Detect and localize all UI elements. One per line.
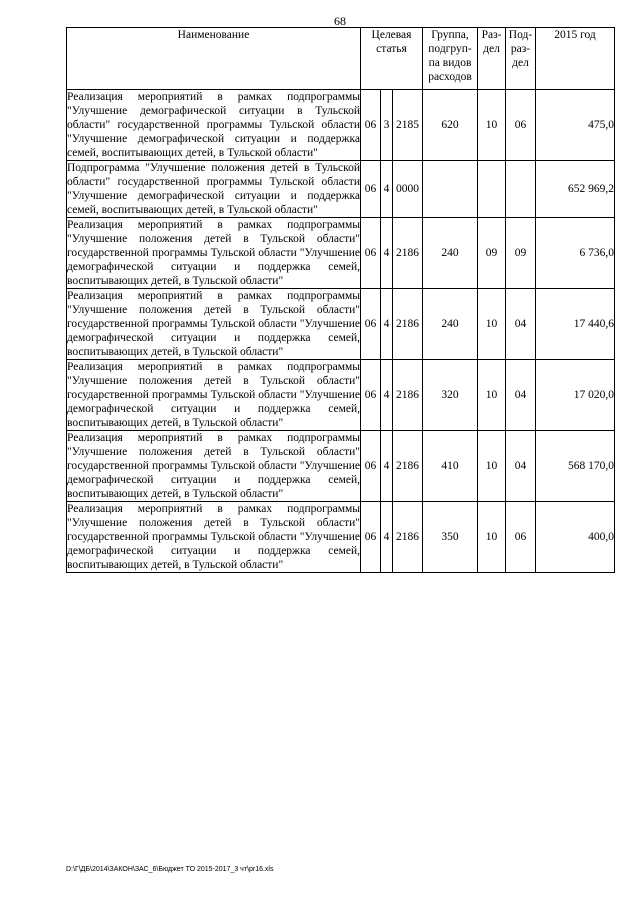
header-target-article: Целевая статья [361, 28, 423, 90]
row-article-part1: 06 [361, 431, 381, 502]
row-article-part2: 4 [381, 502, 393, 573]
row-section: 10 [478, 90, 506, 161]
row-article-part2: 4 [381, 161, 393, 218]
row-article-part2: 4 [381, 218, 393, 289]
table-row [67, 360, 615, 431]
row-subsection: 04 [506, 289, 536, 360]
header-subsection: Под-раз-дел [506, 28, 536, 90]
row-group: 350 [423, 502, 478, 573]
row-group: 320 [423, 360, 478, 431]
row-name: Реализация мероприятий в рамках подпрограммы "Улучшение положения детей в Тульской области" государственной программы Тульской области "Улучшение демографической ситуации и поддержка семей, воспитывающих детей, в Тульской области" [67, 219, 360, 287]
page-number: 68 [334, 14, 346, 28]
row-article-part2: 4 [381, 360, 393, 431]
row-subsection [506, 161, 536, 218]
row-subsection: 06 [506, 90, 536, 161]
row-section: 10 [478, 502, 506, 573]
row-amount: 17 020,0 [536, 360, 615, 431]
row-article-part2: 4 [381, 431, 393, 502]
row-group [423, 161, 478, 218]
row-subsection: 04 [506, 360, 536, 431]
row-article-part3: 2186 [393, 360, 423, 431]
row-name: Подпрограмма "Улучшение положения детей в Тульской области" государственной программы Тульской области "Улучшение демографической ситуации и поддержка семей, воспитывающих детей, в Тульской области" [67, 162, 360, 216]
row-article-part1: 06 [361, 360, 381, 431]
row-section: 10 [478, 431, 506, 502]
row-section [478, 161, 506, 218]
row-amount: 652 969,2 [536, 161, 615, 218]
row-article-part2: 4 [381, 289, 393, 360]
row-article-part1: 06 [361, 218, 381, 289]
row-article-part2: 3 [381, 90, 393, 161]
row-article-part3: 2186 [393, 431, 423, 502]
file-path-footer: D:\Г\ДБ\2014\ЗАКОН\ЗАС_6\Бюджет ТО 2015-2017_3 чт\pr16.xls [66, 866, 274, 873]
table-row [67, 289, 615, 360]
row-subsection: 06 [506, 502, 536, 573]
table-row [67, 502, 615, 573]
table-row [67, 90, 615, 161]
row-article-part3: 2186 [393, 289, 423, 360]
row-section: 09 [478, 218, 506, 289]
header-group: Группа, подгруп-па видов расходов [423, 28, 478, 90]
header-row [67, 28, 615, 90]
row-amount: 400,0 [536, 502, 615, 573]
row-article-part1: 06 [361, 502, 381, 573]
budget-table [66, 27, 615, 573]
row-article-part3: 2186 [393, 502, 423, 573]
header-year: 2015 год [536, 28, 615, 90]
row-amount: 568 170,0 [536, 431, 615, 502]
row-group: 240 [423, 218, 478, 289]
row-subsection: 04 [506, 431, 536, 502]
row-group: 620 [423, 90, 478, 161]
row-amount: 17 440,6 [536, 289, 615, 360]
row-name: Реализация мероприятий в рамках подпрограммы "Улучшение демографической ситуации в Тульской области" государственной программы Тульской области "Улучшение демографической ситуации и поддержка семей, воспитывающих детей, в Тульской области" [67, 91, 360, 159]
row-article-part3: 2186 [393, 218, 423, 289]
row-article-part1: 06 [361, 90, 381, 161]
row-name: Реализация мероприятий в рамках подпрограммы "Улучшение положения детей в Тульской области" государственной программы Тульской области "Улучшение демографической ситуации и поддержка семей, воспитывающих детей, в Тульской области" [67, 432, 360, 500]
row-article-part3: 0000 [393, 161, 423, 218]
row-subsection: 09 [506, 218, 536, 289]
row-section: 10 [478, 289, 506, 360]
table-row [67, 431, 615, 502]
row-name: Реализация мероприятий в рамках подпрограммы "Улучшение положения детей в Тульской области" государственной программы Тульской области "Улучшение демографической ситуации и поддержка семей, воспитывающих детей, в Тульской области" [67, 503, 360, 571]
row-amount: 6 736,0 [536, 218, 615, 289]
table-row [67, 218, 615, 289]
table-row [67, 161, 615, 218]
row-article-part1: 06 [361, 289, 381, 360]
row-article-part1: 06 [361, 161, 381, 218]
row-section: 10 [478, 360, 506, 431]
row-name: Реализация мероприятий в рамках подпрограммы "Улучшение положения детей в Тульской области" государственной программы Тульской области "Улучшение демографической ситуации и поддержка семей, воспитывающих детей, в Тульской области" [67, 361, 360, 429]
header-section: Раз-дел [478, 28, 506, 90]
row-amount: 475,0 [536, 90, 615, 161]
row-name: Реализация мероприятий в рамках подпрограммы "Улучшение положения детей в Тульской области" государственной программы Тульской области "Улучшение демографической ситуации и поддержка семей, воспитывающих детей, в Тульской области" [67, 290, 360, 358]
header-name: Наименование [67, 28, 361, 90]
row-article-part3: 2185 [393, 90, 423, 161]
row-group: 240 [423, 289, 478, 360]
row-group: 410 [423, 431, 478, 502]
